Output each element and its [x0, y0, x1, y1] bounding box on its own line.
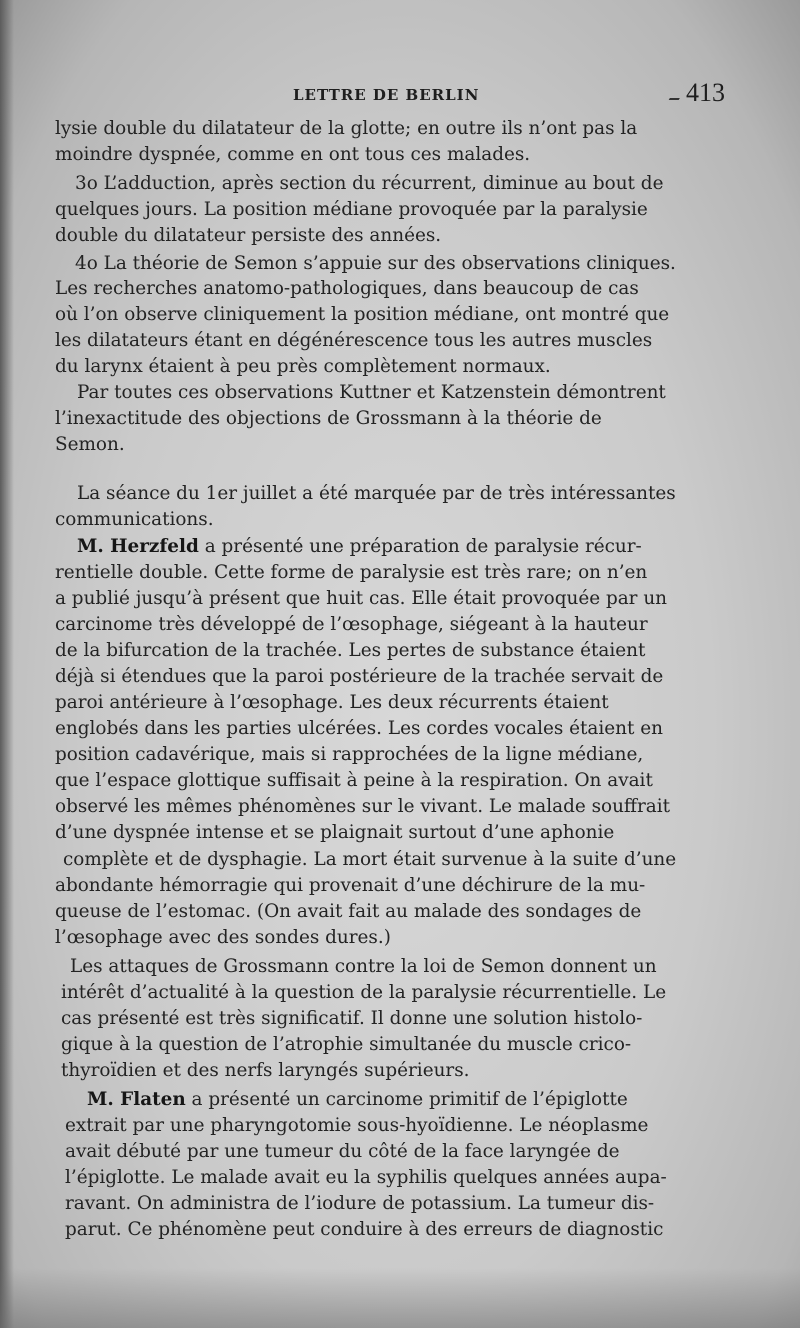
text-line: thyroïdien et des nerfs laryngés supérieurs. — [61, 1060, 470, 1081]
speaker-name: M. Herzfeld — [77, 536, 199, 557]
text-line — [77, 534, 642, 560]
text-line: d’une dyspnée intense et se plaignait surtout d’une aphonie — [55, 822, 615, 843]
text-line: de la bifurcation de la trachée. Les pertes de substance étaient — [55, 640, 646, 661]
text-line: intérêt d’actualité à la question de la paralysie récurrentielle. Le — [61, 982, 667, 1003]
text-line: 3o L’adduction, après section du récurrent, diminue au bout de — [75, 173, 664, 194]
text-line: Les recherches anatomo-pathologiques, dans beaucoup de cas — [55, 278, 639, 299]
speaker-name: M. Flaten — [87, 1089, 186, 1110]
text-line: paroi antérieure à l’œsophage. Les deux récurrents étaient — [55, 692, 609, 713]
text-line: quelques jours. La position médiane provoquée par la paralysie — [55, 199, 648, 220]
page-edge-shadow — [0, 0, 14, 1328]
running-header — [0, 78, 800, 108]
text-line: lysie double du dilatateur de la glotte; en outre ils n’ont pas la — [55, 118, 638, 139]
text-line: avait débuté par une tumeur du côté de la face laryngée de — [65, 1141, 620, 1162]
text-line: les dilatateurs étant en dégénérescence tous les autres muscles — [55, 330, 653, 351]
text-line: où l’on observe cliniquement la position médiane, ont montré que — [55, 304, 670, 325]
page-number: 413 — [686, 78, 725, 107]
text-line: que l’espace glottique suffisait à peine à la respiration. On avait — [55, 770, 653, 791]
text-line: communications. — [55, 509, 214, 530]
text-line: ravant. On administra de l’iodure de potassium. La tumeur dis- — [65, 1193, 655, 1214]
text-line — [87, 1087, 628, 1113]
text-line: Semon. — [55, 434, 125, 455]
line-remainder: a présenté un carcinome primitif de l’épiglotte — [185, 1089, 628, 1110]
margin-mark — [669, 92, 684, 100]
text-line: carcinome très développé de l’œsophage, siégeant à la hauteur — [55, 614, 648, 635]
text-line: l’inexactitude des objections de Grossmann à la théorie de — [55, 408, 602, 429]
running-title: LETTRE DE BERLIN — [293, 86, 480, 104]
text-line: Par toutes ces observations Kuttner et Katzenstein démontrent — [77, 382, 666, 403]
text-line: a publié jusqu’à présent que huit cas. Elle était provoquée par un — [55, 588, 668, 609]
text-line: moindre dyspnée, comme en ont tous ces malades. — [55, 144, 531, 165]
page-bottom-shadow — [0, 1268, 800, 1328]
text-line: rentielle double. Cette forme de paralysie est très rare; on n’en — [55, 562, 648, 583]
text-line: double du dilatateur persiste des années. — [55, 225, 442, 246]
text-line: l’œsophage avec des sondes dures.) — [55, 927, 391, 948]
text-line: position cadavérique, mais si rapprochées de la ligne médiane, — [55, 744, 644, 765]
text-line: englobés dans les parties ulcérées. Les cordes vocales étaient en — [55, 718, 663, 739]
line-remainder: a présenté une préparation de paralysie récur- — [198, 536, 642, 557]
text-line: cas présenté est très significatif. Il donne une solution histolo- — [61, 1008, 643, 1029]
text-line: queuse de l’estomac. (On avait fait au malade des sondages de — [55, 901, 642, 922]
text-line: abondante hémorragie qui provenait d’une déchirure de la mu- — [55, 875, 646, 896]
text-line: observé les mêmes phénomènes sur le vivant. Le malade souffrait — [55, 796, 671, 817]
text-line: du larynx étaient à peu près complètement normaux. — [55, 356, 551, 377]
text-line: l’épiglotte. Le malade avait eu la syphilis quelques années aupa- — [65, 1167, 667, 1188]
text-line: extrait par une pharyngotomie sous-hyoïdienne. Le néoplasme — [65, 1115, 649, 1136]
text-line: gique à la question de l’atrophie simultanée du muscle crico- — [61, 1034, 632, 1055]
text-line: complète et de dysphagie. La mort était survenue à la suite d’une — [63, 849, 677, 870]
text-line: 4o La théorie de Semon s’appuie sur des observations cliniques. — [75, 253, 676, 274]
text-line: déjà si étendues que la paroi postérieure de la trachée servait de — [55, 666, 664, 687]
text-line: Les attaques de Grossmann contre la loi de Semon donnent un — [70, 956, 657, 977]
text-line: La séance du 1er juillet a été marquée par de très intéressantes — [77, 483, 676, 504]
text-line: parut. Ce phénomène peut conduire à des erreurs de diagnostic — [65, 1219, 664, 1240]
